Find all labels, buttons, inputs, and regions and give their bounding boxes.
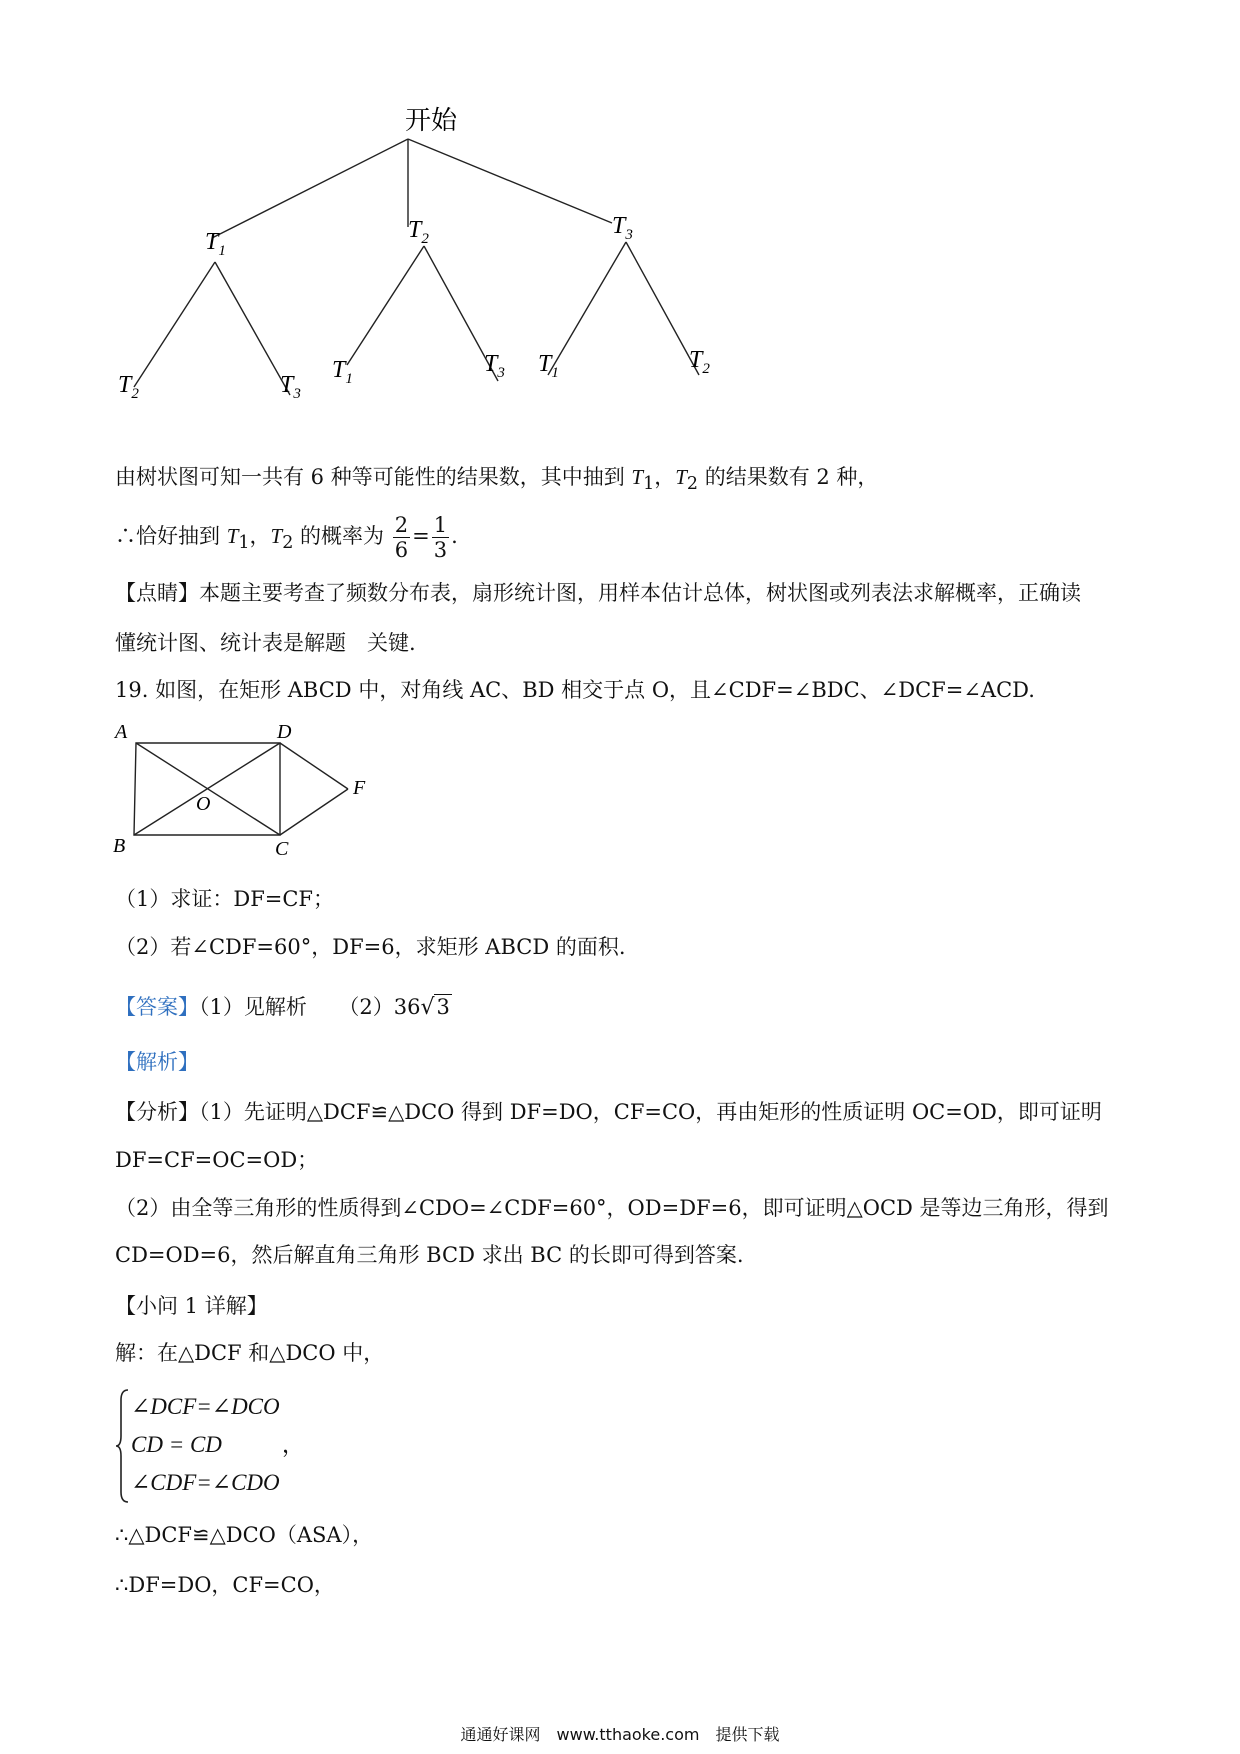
page-footer: 通通好课网 www.tthaoke.com 提供下载 <box>460 1725 780 1744</box>
rectangle-figure <box>110 720 380 870</box>
brace-icon <box>115 1388 131 1504</box>
equation-2: CD = CD ， <box>131 1432 305 1457</box>
fraction-2-6: $\frac{2}{6}$ <box>394 513 409 562</box>
dianjing-line-1: 【点睛】本题主要考查了频数分布表，扇形统计图，用样本估计总体，树状图或列表法求解概率，正确读 <box>115 581 1081 605</box>
vertex-c: C <box>275 838 289 860</box>
tree-leaf: $T_3$ <box>280 372 301 402</box>
conclusion-2: ∴DF=DO，CF=CO， <box>115 1573 335 1597</box>
tree-leaf: $T_1$ <box>538 351 559 381</box>
tree-node-t2: $T_2$ <box>408 217 429 247</box>
vertex-o: O <box>196 793 211 815</box>
fenxi-line-4: CD=OD=6，然后解直角三角形 BCD 求出 BC 的长即可得到答案. <box>115 1243 744 1267</box>
probability-line: ∴恰好抽到 $T_1$，$T_2$ 的概率为 $\frac{2}{6}$ = $\frac{1}{3}$ . <box>115 513 458 562</box>
fenxi-line-3: （2）由全等三角形的性质得到∠CDO=∠CDF=60°，OD=DF=6，即可证明△OCD 是等边三角形，得到 <box>115 1196 1109 1220</box>
question-19-part-1: （1）求证：DF=CF； <box>115 887 335 911</box>
fraction-1-3: $\frac{1}{3}$ <box>433 513 448 562</box>
vertex-a: A <box>115 721 128 743</box>
dianjing-line-2: 懂统计图、统计表是解题 关键. <box>115 631 416 655</box>
fenxi-line-1: 【分析】（1）先证明△DCF≌△DCO 得到 DF=DO，CF=CO，再由矩形的性质证明 OC=OD，即可证明 <box>115 1100 1102 1124</box>
tree-leaf: $T_2$ <box>689 347 710 377</box>
vertex-b: B <box>113 835 126 857</box>
equation-1: ∠DCF=∠DCO <box>131 1394 280 1419</box>
equation-3: ∠CDF=∠CDO <box>131 1470 280 1495</box>
solution-intro: 解：在△DCF 和△DCO 中， <box>115 1341 385 1365</box>
tree-node-t3: $T_3$ <box>612 213 633 243</box>
conclusion-1: ∴△DCF≌△DCO（ASA）， <box>115 1523 374 1547</box>
tree-summary: 由树状图可知一共有 6 种等可能性的结果数，其中抽到 $T_1$，$T_2$ 的结果数有 2 种， <box>115 465 879 495</box>
fenxi-line-2: DF=CF=OC=OD； <box>115 1148 319 1172</box>
vertex-f: F <box>353 777 366 799</box>
question-19-part-2: （2）若∠CDF=60°，DF=6，求矩形 ABCD 的面积. <box>115 935 626 959</box>
answer-line: 【答案】（1）见解析 （2）36√3 <box>115 995 450 1020</box>
tree-leaf: $T_3$ <box>484 351 505 381</box>
vertex-d: D <box>277 721 292 743</box>
tree-node-t1: $T_1$ <box>205 229 226 259</box>
tree-leaf: $T_2$ <box>118 372 139 402</box>
xiaowen-1-heading: 【小问 1 详解】 <box>115 1294 268 1318</box>
question-19: 19. 如图，在矩形 ABCD 中，对角线 AC、BD 相交于点 O，且∠CDF=∠BDC、∠DCF=∠ACD. <box>115 678 1035 702</box>
tree-leaf: $T_1$ <box>332 357 353 387</box>
tree-root: 开始 <box>405 106 458 135</box>
tree-diagram <box>100 95 740 455</box>
jiexi-label: 【解析】 <box>115 1050 199 1074</box>
answer-label: 【答案】 <box>115 995 199 1019</box>
